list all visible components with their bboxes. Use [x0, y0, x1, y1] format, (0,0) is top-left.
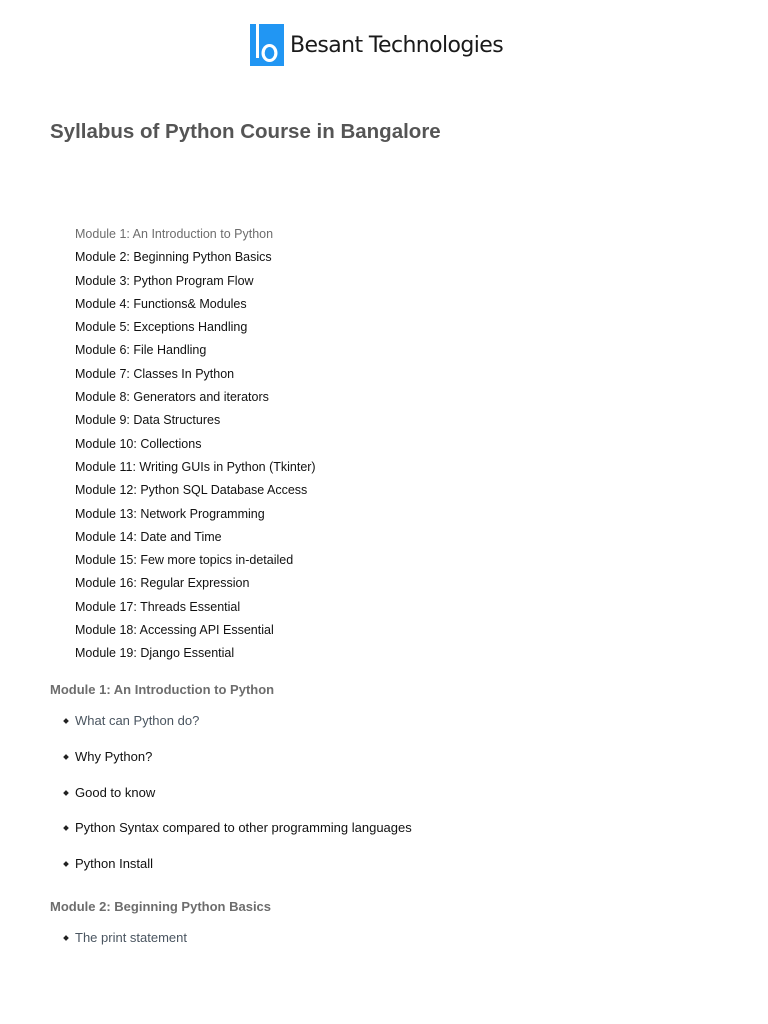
module-link[interactable]: Module 16: Regular Expression: [75, 576, 250, 591]
bullet-icon: [63, 935, 69, 941]
section-heading: Module 2: Beginning Python Basics: [50, 899, 272, 914]
page-title: Syllabus of Python Course in Bangalore: [50, 120, 441, 143]
module-link[interactable]: Module 14: Date and Time: [75, 529, 222, 544]
list-item-text: The print statement: [75, 930, 187, 945]
bullet-icon: [63, 754, 69, 760]
module-link[interactable]: Module 7: Classes In Python: [75, 366, 235, 381]
module-link[interactable]: Module 17: Threads Essential: [75, 599, 241, 614]
module-link[interactable]: Module 18: Accessing API Essential: [75, 623, 274, 638]
module-link[interactable]: Module 15: Few more topics in-detailed: [75, 553, 294, 568]
list-item-text: What can Python do?: [75, 713, 200, 728]
module-link[interactable]: Module 8: Generators and iterators: [75, 390, 269, 405]
module-link[interactable]: Module 13: Network Programming: [75, 506, 265, 521]
section-topic-list: [62, 929, 187, 965]
module-link[interactable]: Module 10: Collections: [75, 436, 202, 451]
bullet-icon: [63, 718, 69, 724]
list-item: [62, 748, 412, 784]
bullet-icon: [63, 790, 69, 796]
list-item-text: Good to know: [75, 784, 156, 800]
list-item-text: Python Syntax compared to other programming languages: [75, 820, 412, 836]
module-link[interactable]: Module 12: Python SQL Database Access: [75, 483, 308, 498]
list-item: [62, 819, 412, 855]
bullet-icon: [63, 826, 69, 832]
section-heading: Module 1: An Introduction to Python: [50, 682, 275, 697]
module-link[interactable]: Module 4: Functions& Modules: [75, 296, 247, 311]
besant-b-icon: [250, 24, 284, 66]
module-link[interactable]: Module 11: Writing GUIs in Python (Tkinter): [75, 459, 316, 474]
module-link[interactable]: Module 3: Python Program Flow: [75, 273, 254, 288]
module-link[interactable]: Module 6: File Handling: [75, 343, 207, 358]
module-link[interactable]: Module 1: An Introduction to Python: [75, 227, 274, 241]
list-item-text: Why Python?: [75, 748, 153, 764]
bullet-icon: [63, 861, 69, 867]
list-item: [62, 929, 187, 965]
section-topic-list: [62, 712, 412, 891]
list-item: [62, 712, 412, 748]
logo[interactable]: [250, 23, 503, 67]
module-link[interactable]: Module 2: Beginning Python Basics: [75, 250, 272, 265]
list-item-text: Python Install: [75, 856, 154, 872]
logo-text: Besant Technologies: [290, 32, 504, 58]
module-link[interactable]: Module 5: Exceptions Handling: [75, 320, 248, 335]
module-link[interactable]: Module 19: Django Essential: [75, 646, 235, 661]
module-link[interactable]: Module 9: Data Structures: [75, 413, 221, 428]
module-index-list: [75, 225, 316, 668]
list-item: [62, 855, 412, 891]
list-item: [62, 784, 412, 820]
